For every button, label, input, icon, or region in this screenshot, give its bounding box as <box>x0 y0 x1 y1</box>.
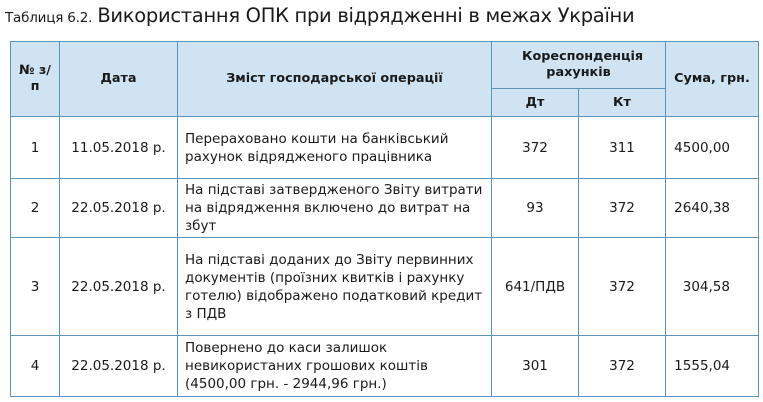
cell-sum: 4500,00 <box>666 117 759 179</box>
cell-dt: 93 <box>492 179 579 238</box>
cell-date: 11.05.2018 р. <box>60 117 178 179</box>
cell-sum: 2640,38 <box>666 179 759 238</box>
header-correspondence <box>492 42 666 89</box>
cell-content: На підставі затвердженого Звіту витрати на відрядження включено до витрат на збут <box>178 179 492 238</box>
cell-num: 1 <box>11 117 60 179</box>
table-body <box>11 117 759 397</box>
cell-kt: 372 <box>579 179 666 238</box>
header-num-label: № з/п <box>19 63 51 94</box>
cell-sum: 304,58 <box>666 238 759 336</box>
table-header <box>11 42 759 117</box>
header-correspondence-label: Кореспонденція рахунків <box>522 49 644 80</box>
header-sum: Сума, грн. <box>666 42 759 117</box>
header-dt: Дт <box>492 89 579 117</box>
cell-num: 4 <box>11 336 60 397</box>
table-row <box>11 238 759 336</box>
table-row <box>11 336 759 397</box>
header-kt: Кт <box>579 89 666 117</box>
cell-date: 22.05.2018 р. <box>60 238 178 336</box>
cell-dt: 372 <box>492 117 579 179</box>
cell-num: 3 <box>11 238 60 336</box>
cell-content: Перераховано кошти на банківський рахунок відрядженого працівника <box>178 117 492 179</box>
cell-content: Повернено до каси залишок невикористаних грошових коштів (4500,00 грн. - 2944,96 грн.) <box>178 336 492 397</box>
table-caption <box>5 4 634 34</box>
cell-kt: 311 <box>579 117 666 179</box>
cell-dt: 301 <box>492 336 579 397</box>
cell-kt: 372 <box>579 336 666 397</box>
table-number: Таблиця 6.2. <box>5 10 93 26</box>
table-row <box>11 179 759 238</box>
table-title: Використання ОПК при відрядженні в межах України <box>97 4 635 27</box>
cell-dt: 641/ПДВ <box>492 238 579 336</box>
header-num <box>11 42 60 117</box>
cell-content: На підставі доданих до Звіту первинних документів (проїзних квитків і рахунку готелю) відображено податковий кредит з ПДВ <box>178 238 492 336</box>
header-content: Зміст господарської операції <box>178 42 492 117</box>
header-date: Дата <box>60 42 178 117</box>
table-row <box>11 117 759 179</box>
cell-sum: 1555,04 <box>666 336 759 397</box>
cell-date: 22.05.2018 р. <box>60 179 178 238</box>
cell-kt: 372 <box>579 238 666 336</box>
cell-date: 22.05.2018 р. <box>60 336 178 397</box>
cell-num: 2 <box>11 179 60 238</box>
operations-table <box>10 41 759 397</box>
